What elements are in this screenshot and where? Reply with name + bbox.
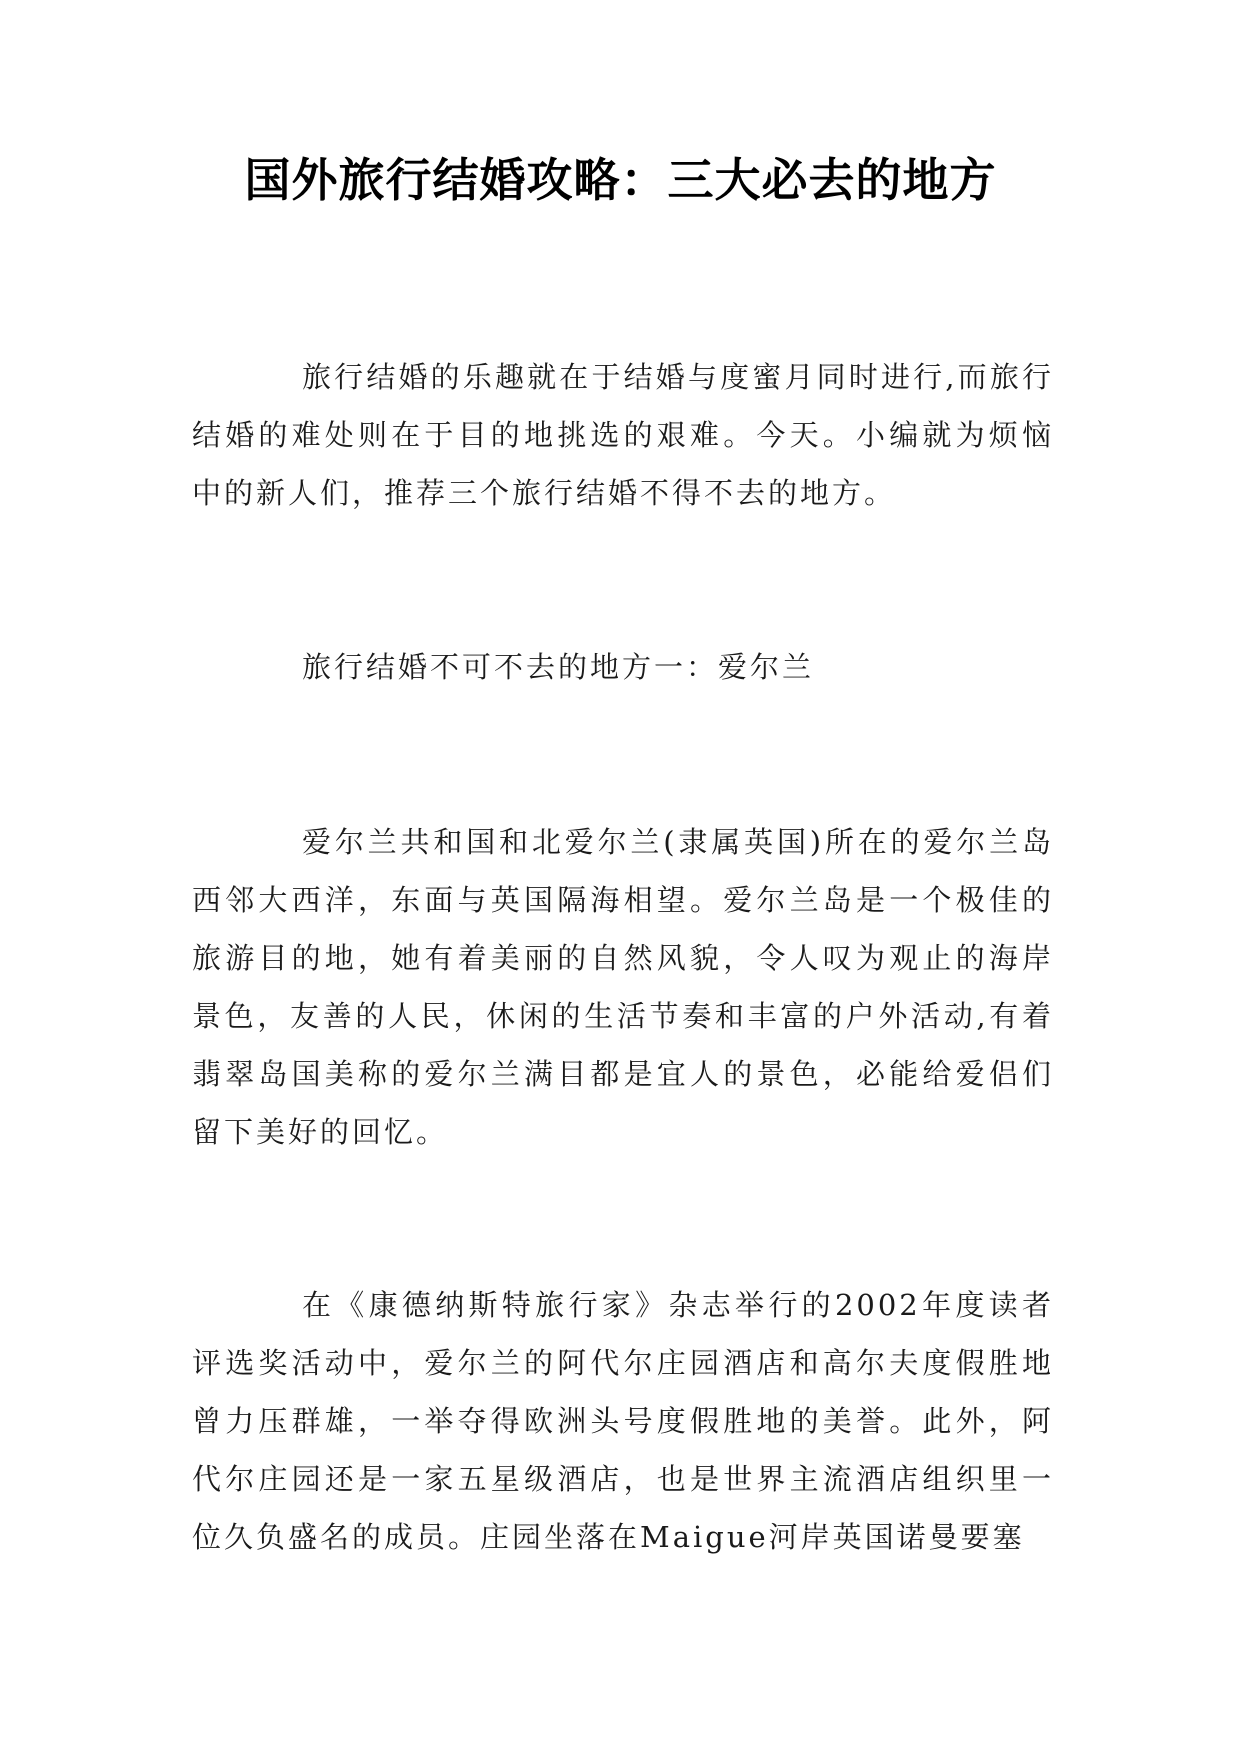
ireland-description-paragraph: 爱尔兰共和国和北爱尔兰(隶属英国)所在的爱尔兰岛西邻大西洋，东面与英国隔海相望。爱尔兰岛是一个极佳的旅游目的地，她有着美丽的自然风貌，令人叹为观止的海岸景色，友善的人民，休闲的生活节奏和丰富的户外活动,有着翡翠岛国美称的爱尔兰满目都是宜人的景色，必能给爱侣们留下美好的回忆。 (192, 825, 1054, 1149)
page-title: 国外旅行结婚攻略：三大必去的地方 (244, 153, 997, 207)
section-heading-ireland: 旅行结婚不可不去的地方一：爱尔兰 (302, 650, 815, 684)
intro-paragraph: 旅行结婚的乐趣就在于结婚与度蜜月同时进行,而旅行结婚的难处则在于目的地挑选的艰难。今天。小编就为烦恼中的新人们，推荐三个旅行结婚不得不去的地方。 (192, 360, 1054, 510)
adare-manor-paragraph: 在《康德纳斯特旅行家》杂志举行的2002年度读者评选奖活动中，爱尔兰的阿代尔庄园酒店和高尔夫度假胜地曾力压群雄，一举夺得欧洲头号度假胜地的美誉。此外，阿代尔庄园还是一家五星级酒店，也是世界主流酒店组织里一位久负盛名的成员。庄园坐落在Maigue河岸英国诺曼要塞 (192, 1288, 1054, 1554)
